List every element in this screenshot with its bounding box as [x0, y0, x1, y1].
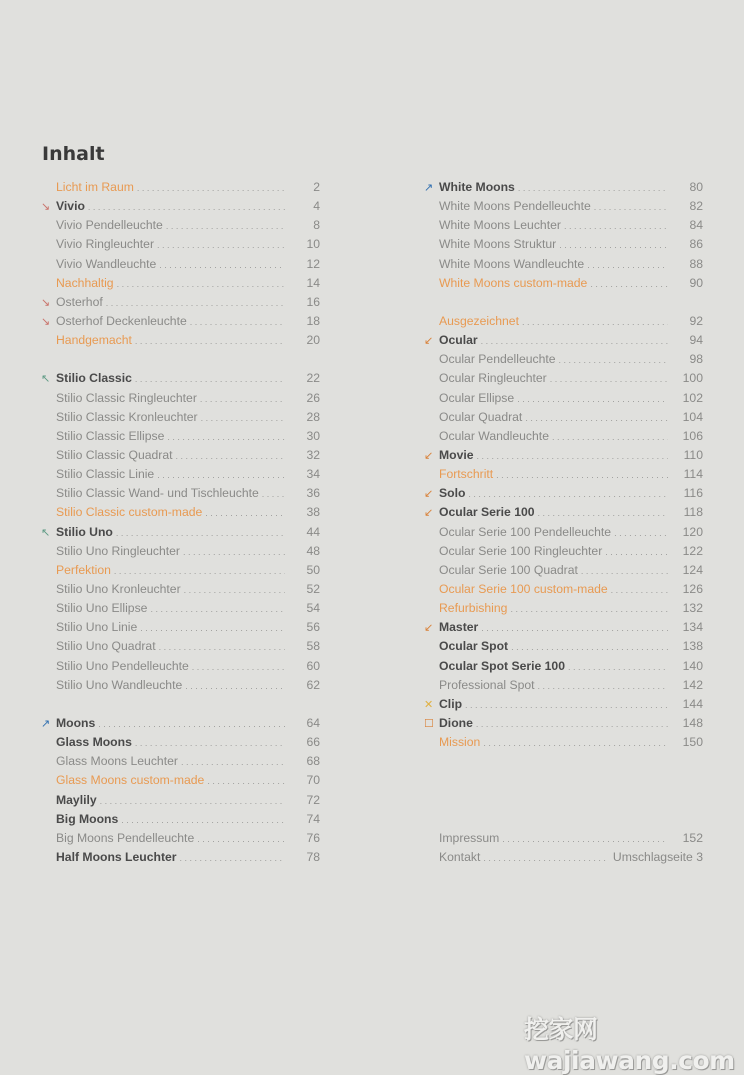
toc-entry-page: 124: [682, 562, 703, 577]
toc-entry-label: Glass Moons Leuchter: [56, 754, 178, 769]
toc-entry[interactable]: [41, 389, 320, 408]
square-icon: ☐: [424, 717, 434, 730]
toc-entry[interactable]: [41, 848, 320, 867]
toc-entry[interactable]: [41, 714, 320, 733]
dot-leader: [614, 523, 668, 543]
toc-entry-label: Stilio Classic Kronleuchter: [56, 409, 198, 424]
toc-entry-label: Vivio: [56, 199, 85, 214]
toc-entry[interactable]: [41, 408, 320, 427]
toc-entry-page: 14: [306, 275, 320, 290]
toc-entry-page: 18: [306, 313, 320, 328]
toc-entry-label: Stilio Classic Wand- und Tischleuchte: [56, 486, 259, 501]
toc-entry[interactable]: [424, 829, 703, 848]
toc-entry-page: 30: [306, 428, 320, 443]
toc-entry[interactable]: [41, 312, 320, 331]
toc-entry-label: Ocular Serie 100 Quadrat: [439, 562, 578, 577]
dot-leader: [550, 369, 668, 389]
dot-leader: [137, 178, 285, 198]
toc-entry[interactable]: [424, 369, 703, 388]
toc-entry-label: Professional Spot: [439, 677, 535, 692]
toc-entry-label: Osterhof: [56, 294, 103, 309]
toc-entry-page: 54: [306, 601, 320, 616]
toc-entry[interactable]: [424, 465, 703, 484]
toc-entry-page: 144: [682, 696, 703, 711]
dot-leader: [140, 618, 285, 638]
toc-entry-page: 132: [682, 601, 703, 616]
toc-entry-page: 8: [313, 218, 320, 233]
toc-entry-label: White Moons Pendelleuchte: [439, 199, 591, 214]
arrow-down-right-icon: ↘: [41, 201, 51, 214]
toc-entry-label: Vivio Pendelleuchte: [56, 218, 163, 233]
toc-entry-page: 148: [682, 715, 703, 730]
toc-entry-label: Perfektion: [56, 562, 111, 577]
toc-entry[interactable]: [424, 350, 703, 369]
toc-entry-page: 50: [306, 562, 320, 577]
dot-leader: [190, 312, 285, 332]
toc-entry-label: Glass Moons custom-made: [56, 773, 205, 788]
arrow-down-left-icon: ↙: [424, 622, 434, 635]
toc-entry-page: 106: [682, 428, 703, 443]
page-title: Inhalt: [42, 143, 105, 165]
toc-entry-page: 110: [683, 447, 703, 462]
toc-entry-page: 70: [306, 773, 320, 788]
toc-entry-label: Half Moons Leuchter: [56, 849, 177, 864]
toc-entry-page: 26: [306, 390, 320, 405]
toc-entry[interactable]: [424, 197, 703, 216]
toc-entry[interactable]: [424, 427, 703, 446]
toc-entry[interactable]: [424, 695, 703, 714]
toc-entry-page: 28: [306, 409, 320, 424]
toc-entry-label: Ocular Quadrat: [439, 409, 523, 424]
dot-leader: [121, 810, 285, 830]
toc-entry-label: Stilio Classic: [56, 371, 132, 386]
dot-leader: [538, 676, 668, 696]
toc-entry[interactable]: [424, 618, 703, 637]
toc-entry-label: Ocular: [439, 333, 478, 348]
toc-entry-label: Moons: [56, 715, 96, 730]
dot-leader: [522, 312, 668, 332]
toc-entry-label: Stilio Uno Pendelleuchte: [56, 658, 189, 673]
toc-entry-label: Stilio Classic Ringleuchter: [56, 390, 197, 405]
toc-entry-label: Licht im Raum: [56, 180, 134, 194]
toc-entry-page: 98: [689, 352, 703, 367]
toc-entry[interactable]: [424, 714, 703, 733]
toc-entry-label: Solo: [439, 486, 466, 501]
dot-leader: [117, 274, 285, 294]
toc-entry-page: 56: [306, 620, 320, 635]
toc-entry-page: 58: [306, 639, 320, 654]
toc-entry-page: 16: [306, 294, 320, 309]
toc-entry[interactable]: [424, 542, 703, 561]
toc-entry-page: 114: [683, 467, 703, 482]
dot-leader: [262, 484, 285, 504]
dot-leader: [564, 216, 668, 236]
toc-entry-label: Vivio Ringleuchter: [56, 237, 155, 252]
toc-entry-label: Ocular Serie 100 custom-made: [439, 581, 608, 596]
toc-entry-label: Glass Moons: [56, 735, 132, 750]
toc-entry[interactable]: [424, 255, 703, 274]
dot-leader: [166, 216, 285, 236]
dot-leader: [552, 427, 668, 447]
toc-entry-label: Stilio Uno Quadrat: [56, 639, 156, 654]
toc-entry[interactable]: [41, 791, 320, 810]
toc-entry-page: 86: [689, 237, 703, 252]
toc-entry[interactable]: [424, 235, 703, 254]
dot-leader: [559, 235, 668, 255]
toc-entry-label: Stilio Uno Linie: [56, 620, 138, 635]
toc-entry-label: Ocular Pendelleuchte: [439, 352, 556, 367]
toc-entry-page: 62: [306, 677, 320, 692]
toc-entry-label: Vivio Wandleuchte: [56, 256, 157, 271]
toc-entry[interactable]: [424, 580, 703, 599]
toc-entry-label: Stilio Uno Ellipse: [56, 601, 148, 616]
toc-entry[interactable]: [41, 561, 320, 580]
dot-leader: [559, 350, 668, 370]
dot-leader: [180, 848, 285, 868]
toc-entry-page: 88: [689, 256, 703, 271]
arrow-down-right-icon: ↘: [41, 296, 51, 309]
toc-entry[interactable]: [41, 810, 320, 829]
arrow-up-left-icon: ↖: [41, 373, 51, 386]
dot-leader: [594, 197, 668, 217]
toc-column-left: [41, 178, 320, 867]
toc-entry[interactable]: [424, 503, 703, 522]
toc-spacer: [424, 752, 703, 771]
toc-entry-label: Stilio Uno Wandleuchte: [56, 677, 183, 692]
dot-leader: [181, 752, 285, 772]
toc-entry[interactable]: [41, 293, 320, 312]
dot-leader: [135, 733, 285, 753]
toc-entry[interactable]: [41, 599, 320, 618]
toc-entry-page: 2: [313, 180, 320, 194]
toc-entry-label: Fortschritt: [439, 467, 494, 482]
toc-entry[interactable]: [424, 331, 703, 350]
dot-leader: [184, 580, 285, 600]
toc-entry[interactable]: [424, 178, 703, 197]
watermark: 挖家网 wajiawang.com: [524, 1015, 735, 1075]
toc-entry[interactable]: [41, 331, 320, 350]
dot-leader: [197, 829, 285, 849]
toc-entry[interactable]: [424, 637, 703, 656]
arrow-down-left-icon: ↙: [424, 449, 434, 462]
toc-entry[interactable]: [424, 561, 703, 580]
toc-entry-label: Clip: [439, 696, 463, 711]
dot-leader: [538, 503, 668, 523]
toc-entry-page: 64: [306, 715, 320, 730]
toc-entry[interactable]: [41, 771, 320, 790]
toc-entry-page: 44: [306, 524, 320, 539]
arrow-down-right-icon: ↘: [41, 315, 51, 328]
toc-entry[interactable]: [424, 676, 703, 695]
toc-entry-label: Refurbishing: [439, 601, 508, 616]
arrow-up-right-icon: ↗: [41, 717, 51, 730]
dot-leader: [483, 848, 608, 868]
toc-entry[interactable]: [41, 733, 320, 752]
toc-entry-page: 60: [306, 658, 320, 673]
dot-leader: [605, 542, 668, 562]
toc-entry-label: Stilio Uno Kronleuchter: [56, 581, 181, 596]
dot-leader: [159, 637, 285, 657]
toc-entry[interactable]: [424, 408, 703, 427]
toc-entry[interactable]: [424, 312, 703, 331]
toc-entry-page: 12: [306, 256, 320, 271]
toc-entry-label: Stilio Uno: [56, 524, 113, 539]
toc-entry-label: Handgemacht: [56, 333, 132, 348]
toc-entry[interactable]: [41, 274, 320, 293]
dot-leader: [581, 561, 668, 581]
toc-entry-page: 10: [306, 237, 320, 252]
toc-entry-label: White Moons Wandleuchte: [439, 256, 585, 271]
toc-entry-label: Big Moons Pendelleuchte: [56, 830, 195, 845]
dot-leader: [468, 484, 668, 504]
toc-entry-page: 152: [682, 830, 703, 845]
dot-leader: [159, 255, 285, 275]
dot-leader: [106, 293, 285, 313]
dot-leader: [116, 523, 285, 543]
toc-entry-label: White Moons Leuchter: [439, 218, 561, 233]
toc-entry[interactable]: [41, 446, 320, 465]
dot-leader: [481, 618, 668, 638]
dot-leader: [483, 733, 668, 753]
toc-entry-page: 32: [306, 447, 320, 462]
dot-leader: [587, 255, 668, 275]
toc-entry-page: 122: [682, 543, 703, 558]
toc-entry[interactable]: [41, 523, 320, 542]
toc-entry[interactable]: [424, 389, 703, 408]
dot-leader: [150, 599, 285, 619]
toc-entry-label: Ocular Ringleuchter: [439, 371, 547, 386]
toc-entry[interactable]: [41, 197, 320, 216]
toc-entry-page: 48: [306, 543, 320, 558]
toc-entry[interactable]: [41, 235, 320, 254]
toc-entry-page: 68: [306, 754, 320, 769]
dot-leader: [476, 714, 668, 734]
toc-entry-label: Master: [439, 620, 479, 635]
toc-entry-page: 34: [306, 467, 320, 482]
toc-entry-page: 94: [689, 333, 703, 348]
dot-leader: [207, 771, 285, 791]
dot-leader: [496, 465, 668, 485]
dot-leader: [88, 197, 285, 217]
toc-spacer: [424, 771, 703, 790]
toc-entry[interactable]: [424, 657, 703, 676]
dot-leader: [611, 580, 668, 600]
toc-entry[interactable]: [424, 733, 703, 752]
toc-entry[interactable]: [41, 676, 320, 695]
toc-entry-label: Stilio Classic custom-made: [56, 505, 203, 520]
toc-entry[interactable]: [41, 216, 320, 235]
toc-entry-page: 118: [683, 505, 703, 520]
dot-leader: [590, 274, 668, 294]
toc-entry-page: Umschlagseite 3: [612, 849, 703, 864]
dot-leader: [201, 408, 285, 428]
dot-leader: [200, 389, 285, 409]
toc-entry[interactable]: [41, 657, 320, 676]
toc-entry-label: Osterhof Deckenleuchte: [56, 313, 187, 328]
toc-entry[interactable]: [424, 446, 703, 465]
toc-entry-page: 74: [306, 811, 320, 826]
toc-entry-page: 134: [682, 620, 703, 635]
toc-entry-label: Mission: [439, 735, 481, 750]
toc-entry[interactable]: [41, 580, 320, 599]
dot-leader: [502, 829, 668, 849]
toc-entry[interactable]: [424, 484, 703, 503]
toc-entry-label: Big Moons: [56, 811, 119, 826]
toc-entry[interactable]: [41, 503, 320, 522]
toc-entry[interactable]: [41, 752, 320, 771]
toc-entry-label: Ocular Serie 100 Ringleuchter: [439, 543, 603, 558]
dot-leader: [510, 599, 668, 619]
toc-entry[interactable]: [424, 216, 703, 235]
toc-entry-page: 66: [306, 735, 320, 750]
toc-entry-label: Maylily: [56, 792, 97, 807]
arrow-up-right-icon: ↗: [424, 182, 434, 194]
toc-entry[interactable]: [41, 178, 320, 197]
dot-leader: [100, 791, 285, 811]
toc-entry-page: 140: [682, 658, 703, 673]
dot-leader: [185, 676, 285, 696]
dot-leader: [157, 235, 285, 255]
toc-spacer: [424, 791, 703, 810]
toc-entry-page: 90: [689, 275, 703, 290]
toc-spacer: [41, 695, 320, 714]
toc-entry-label: Stilio Uno Ringleuchter: [56, 543, 180, 558]
toc-entry[interactable]: [424, 274, 703, 293]
toc-entry[interactable]: [424, 523, 703, 542]
toc-entry-page: 20: [306, 333, 320, 348]
dot-leader: [511, 637, 668, 657]
toc-entry-label: Ausgezeichnet: [439, 313, 519, 328]
toc-entry[interactable]: [41, 427, 320, 446]
toc-entry-page: 116: [683, 486, 703, 501]
toc-entry-label: Movie: [439, 447, 474, 462]
toc-entry-page: 150: [682, 735, 703, 750]
toc-entry[interactable]: [41, 255, 320, 274]
toc-entry-label: White Moons custom-made: [439, 275, 588, 290]
toc-entry[interactable]: [41, 484, 320, 503]
toc-entry-label: Kontakt: [439, 849, 481, 864]
toc-entry-page: 120: [682, 524, 703, 539]
dot-leader: [167, 427, 285, 447]
toc-entry-page: 82: [689, 199, 703, 214]
arrow-up-left-icon: ↖: [41, 526, 51, 539]
toc-entry-page: 38: [306, 505, 320, 520]
dot-leader: [176, 446, 285, 466]
toc-entry-page: 22: [306, 371, 320, 386]
toc-entry-label: Nachhaltig: [56, 275, 114, 290]
dot-leader: [481, 331, 668, 351]
dot-leader: [135, 331, 285, 351]
toc-entry[interactable]: [424, 848, 703, 867]
dot-leader: [205, 503, 285, 523]
toc-entry-label: Ocular Serie 100: [439, 505, 535, 520]
toc-column-right: [424, 178, 703, 867]
toc-entry-page: 80: [689, 180, 703, 194]
dot-leader: [192, 657, 285, 677]
toc-spacer: [424, 810, 703, 829]
toc-entry-label: Ocular Spot: [439, 639, 509, 654]
toc-entry-label: Ocular Spot Serie 100: [439, 658, 565, 673]
dot-leader: [465, 695, 668, 715]
dot-leader: [183, 542, 285, 562]
toc-entry-page: 76: [306, 830, 320, 845]
toc-entry-label: Stilio Classic Ellipse: [56, 428, 165, 443]
dot-leader: [114, 561, 285, 581]
toc-entry-page: 104: [682, 409, 703, 424]
toc-entry-page: 78: [306, 849, 320, 864]
dot-leader: [525, 408, 668, 428]
dot-leader: [517, 389, 668, 409]
toc-entry-page: 4: [313, 199, 320, 214]
toc-entry-label: Ocular Serie 100 Pendelleuchte: [439, 524, 612, 539]
toc-entry-page: 102: [682, 390, 703, 405]
arrow-down-left-icon: ↙: [424, 488, 434, 501]
toc-spacer: [41, 350, 320, 369]
toc-entry[interactable]: [41, 618, 320, 637]
toc-entry-page: 52: [306, 581, 320, 596]
toc-entry[interactable]: [41, 542, 320, 561]
dot-leader: [518, 178, 668, 198]
toc-entry-page: 36: [306, 486, 320, 501]
dot-leader: [477, 446, 668, 466]
toc-entry-page: 138: [682, 639, 703, 654]
toc-entry-label: Stilio Classic Quadrat: [56, 447, 173, 462]
toc-entry-label: Stilio Classic Linie: [56, 467, 155, 482]
dot-leader: [98, 714, 285, 734]
toc-entry[interactable]: [41, 465, 320, 484]
toc-entry-label: Dione: [439, 715, 473, 730]
toc-entry-page: 126: [682, 581, 703, 596]
toc-entry-label: White Moons: [439, 180, 515, 194]
toc-entry-label: Ocular Ellipse: [439, 390, 515, 405]
toc-entry-page: 100: [682, 371, 703, 386]
arrow-down-left-icon: ↙: [424, 507, 434, 520]
toc-entry-page: 72: [306, 792, 320, 807]
toc-entry[interactable]: [41, 829, 320, 848]
toc-entry[interactable]: [41, 637, 320, 656]
dot-leader: [568, 657, 668, 677]
dot-leader: [157, 465, 285, 485]
toc-entry-label: White Moons Struktur: [439, 237, 557, 252]
toc-entry-page: 142: [682, 677, 703, 692]
toc-entry-page: 92: [689, 313, 703, 328]
cross-icon: ✕: [424, 698, 434, 711]
toc-entry-page: 84: [689, 218, 703, 233]
toc-entry[interactable]: [424, 599, 703, 618]
toc-entry[interactable]: [41, 369, 320, 388]
toc-spacer: [424, 293, 703, 312]
arrow-down-left-icon: ↙: [424, 335, 434, 348]
toc-entry-label: Impressum: [439, 830, 500, 845]
dot-leader: [135, 369, 285, 389]
toc-entry-label: Ocular Wandleuchte: [439, 428, 549, 443]
